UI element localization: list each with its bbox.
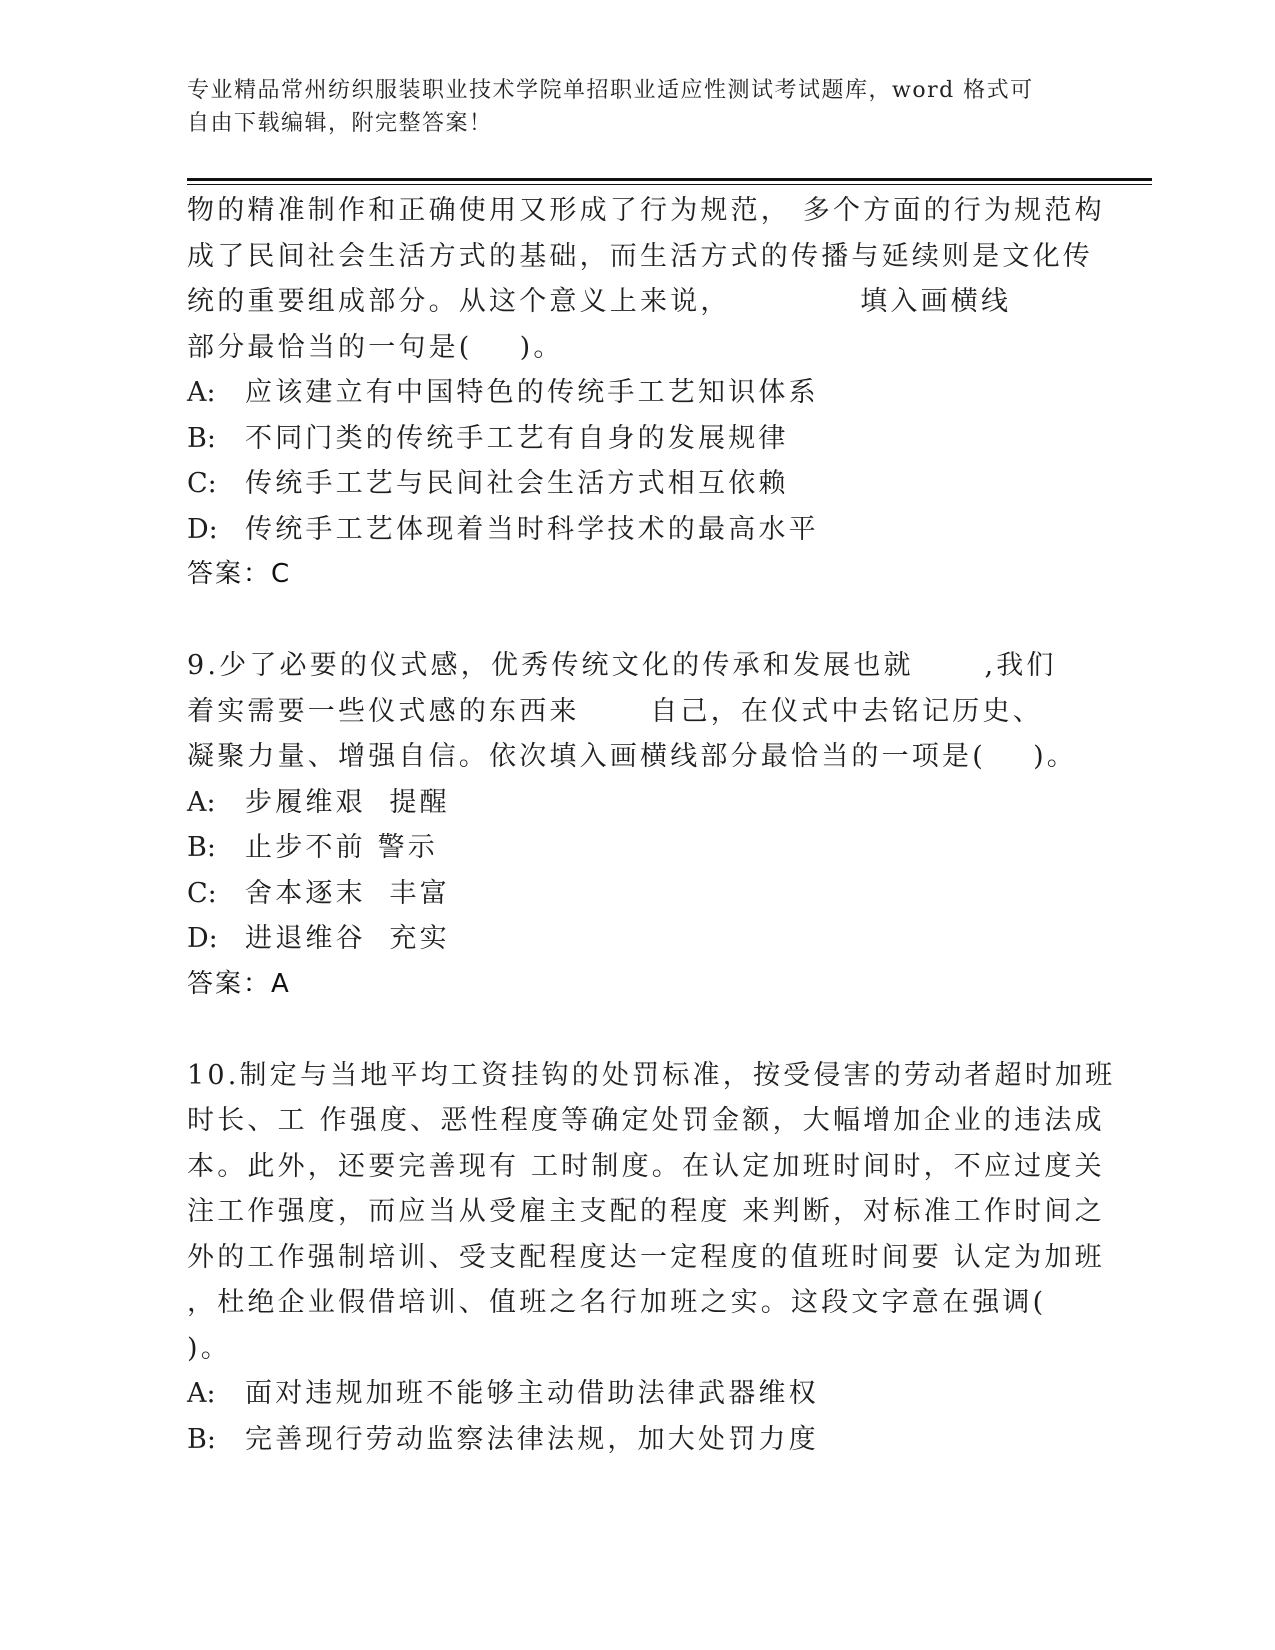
option-text: 不同门类的传统手工艺有自身的发展规律 — [245, 422, 789, 454]
answer-line: 答案：C — [187, 559, 292, 589]
option-a — [187, 370, 1087, 416]
option-text: 舍本逐末 丰富 — [245, 877, 450, 909]
header-line-1: 专业精品常州纺织服装职业技术学院单招职业适应性测试考试题库，word 格式可 — [187, 78, 1034, 103]
option-text: 传统手工艺与民间社会生活方式相互依赖 — [245, 468, 789, 499]
option-letter: C: — [187, 468, 217, 499]
header-line-2: 自由下载编辑，附完整答案！ — [187, 111, 493, 136]
option-text: 传统手工艺体现着当时科学技术的最高水平 — [245, 513, 819, 545]
question-stem-line: 时长、工 作强度、恶性程度等确定处罚金额，大幅增加企业的违法成 — [187, 1105, 1105, 1136]
header-divider-thick — [187, 178, 1152, 181]
question-stem-line: )。 — [187, 1332, 231, 1364]
question-stem-line: 物的精准制作和正确使用又形成了行为规范， 多个方面的行为规范构 — [187, 195, 1105, 226]
question-stem-line: ，杜绝企业假借培训、值班之名行加班之实。这段文字意在强调( — [187, 1287, 1047, 1318]
option-letter: B: — [187, 1423, 216, 1455]
page-header — [187, 74, 1067, 140]
option-text: 面对违规加班不能够主动借助法律武器维权 — [245, 1378, 819, 1409]
question-stem-line: 9.少了必要的仪式感，优秀传统文化的传承和发展也就 ,我们 — [187, 650, 1057, 681]
question-stem-line: 着实需要一些仪式感的东西来 自己，在仪式中去铭记历史、 — [187, 695, 1043, 727]
question-10 — [187, 1053, 1116, 1463]
option-b — [187, 1417, 1087, 1463]
option-c — [187, 461, 1087, 507]
option-d — [187, 916, 1087, 962]
option-letter: D: — [187, 513, 218, 545]
option-b — [187, 416, 1087, 462]
answer-line: 答案：A — [187, 968, 291, 999]
option-letter: A: — [187, 786, 216, 818]
option-c — [187, 871, 1087, 917]
option-letter: D: — [187, 923, 218, 954]
question-stem-line: 本。此外，还要完善现有 工时制度。在认定加班时间时，不应过度关 — [187, 1150, 1105, 1182]
option-letter: A: — [187, 1378, 216, 1409]
question-stem-line: 注工作强度，而应当从受雇主支配的程度 来判断，对标准工作时间之 — [187, 1196, 1105, 1227]
question-stem-line: 10.制定与当地平均工资挂钩的处罚标准，按受侵害的劳动者超时加班 — [187, 1059, 1116, 1091]
option-b — [187, 825, 1087, 871]
option-a — [187, 780, 1087, 826]
option-d — [187, 507, 1087, 553]
question-stem-line: 部分最恰当的一句是( )。 — [187, 331, 564, 363]
spacer — [187, 598, 1087, 644]
spacer — [187, 1007, 1087, 1053]
question-stem-line: 统的重要组成部分。从这个意义上来说， 填入画横线 — [187, 286, 1012, 317]
question-stem-line: 成了民间社会生活方式的基础，而生活方式的传播与延续则是文化传 — [187, 240, 1093, 272]
option-letter: A: — [187, 377, 216, 408]
option-text: 步履维艰 提醒 — [245, 786, 450, 818]
document-body — [187, 188, 1116, 1462]
question-stem-line: 凝聚力量、增强自信。依次填入画横线部分最恰当的一项是( )。 — [187, 741, 1077, 772]
option-text: 进退维谷 充实 — [245, 923, 450, 954]
question-8 — [187, 188, 1105, 598]
option-letter: B: — [187, 832, 216, 863]
option-letter: B: — [187, 422, 216, 454]
option-text: 止步不前 警示 — [245, 832, 438, 863]
option-text: 完善现行劳动监察法律法规，加大处罚力度 — [245, 1423, 819, 1455]
header-divider-thin — [187, 184, 1152, 185]
question-stem-line: 外的工作强制培训、受支配程度达一定程度的值班时间要 认定为加班 — [187, 1241, 1105, 1273]
option-text: 应该建立有中国特色的传统手工艺知识体系 — [245, 377, 819, 408]
option-a — [187, 1371, 1087, 1417]
option-letter: C: — [187, 877, 217, 909]
question-9 — [187, 643, 1087, 1007]
